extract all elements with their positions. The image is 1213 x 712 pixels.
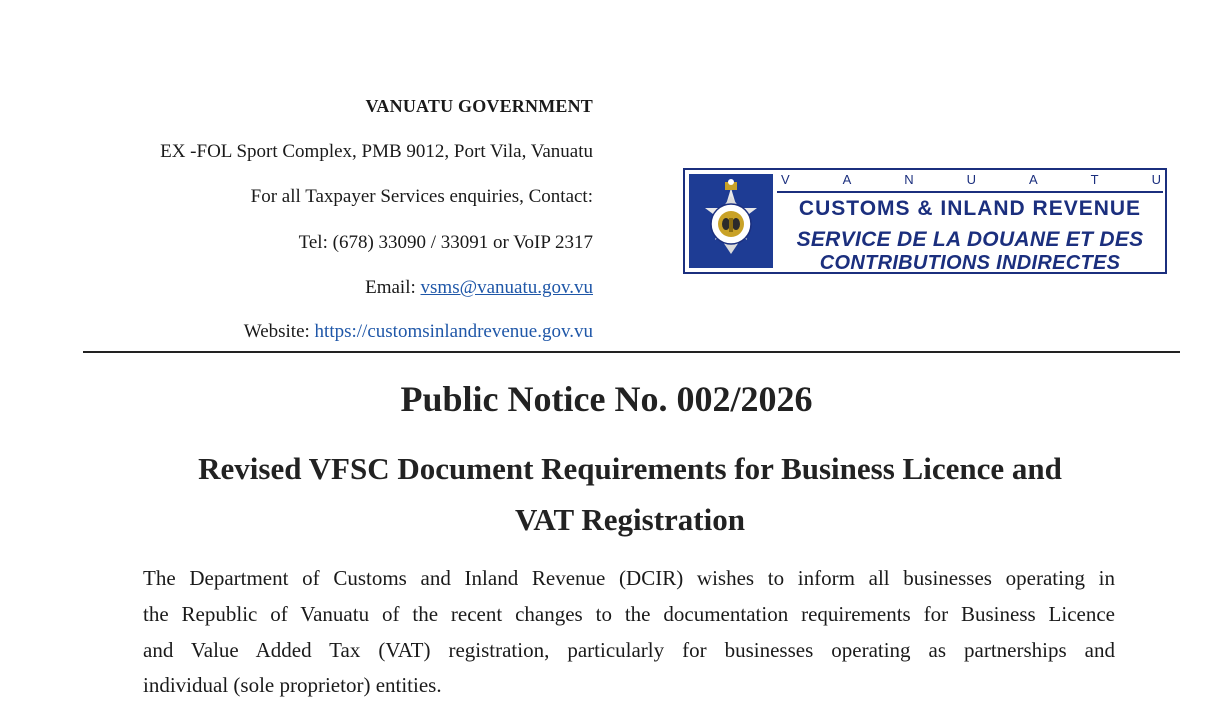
logo-english-name: CUSTOMS & INLAND REVENUE: [798, 197, 1142, 220]
logo-letter: V: [781, 172, 790, 187]
email-line: [365, 278, 593, 297]
logo-letter: U: [1151, 172, 1161, 187]
logo-letter: U: [966, 172, 977, 187]
logo-french-name-line2: CONTRIBUTIONS INDIRECTES: [819, 252, 1121, 274]
body-line: and Value Added Tax (VAT) registration, particularly for businesses operating as partnerships and: [143, 638, 1115, 662]
website-line: [244, 322, 593, 341]
body-line: individual (sole proprietor) entities.: [143, 673, 442, 697]
logo-divider: [777, 191, 1163, 193]
website-link[interactable]: https://customsinlandrevenue.gov.vu: [314, 321, 593, 342]
email-label: Email:: [365, 277, 421, 298]
address-line: EX -FOL Sport Complex, PMB 9012, Port Vila, Vanuatu: [160, 141, 593, 162]
logo-french-name-line1: SERVICE DE LA DOUANE ET DES: [796, 228, 1144, 251]
email-link[interactable]: vsms@vanuatu.gov.vu: [420, 277, 593, 298]
telephone-line: Tel: (678) 33090 / 33091 or VoIP 2317: [298, 232, 593, 253]
notice-title: Public Notice No. 002/2026: [400, 379, 813, 419]
customs-logo: [683, 168, 1167, 274]
logo-letter: N: [904, 172, 914, 187]
government-heading: VANUATU GOVERNMENT: [365, 96, 593, 116]
body-line: the Republic of Vanuatu of the recent changes to the documentation requirements for Business Licence: [143, 602, 1115, 626]
customs-emblem-icon: [689, 174, 773, 268]
logo-letter: A: [842, 172, 852, 187]
enquiries-line: For all Taxpayer Services enquiries, Contact:: [250, 186, 593, 207]
logo-letter: A: [1029, 172, 1038, 187]
notice-subtitle-line2: VAT Registration: [515, 502, 745, 537]
body-line: The Department of Customs and Inland Revenue (DCIR) wishes to inform all businesses operating in: [143, 566, 1115, 590]
website-label: Website:: [243, 321, 315, 342]
vanuatu-letters: [781, 172, 1161, 187]
logo-letter: T: [1090, 172, 1099, 187]
header-divider: [83, 351, 1180, 353]
notice-subtitle-line1: Revised VFSC Document Requirements for Business Licence and: [198, 451, 1062, 486]
